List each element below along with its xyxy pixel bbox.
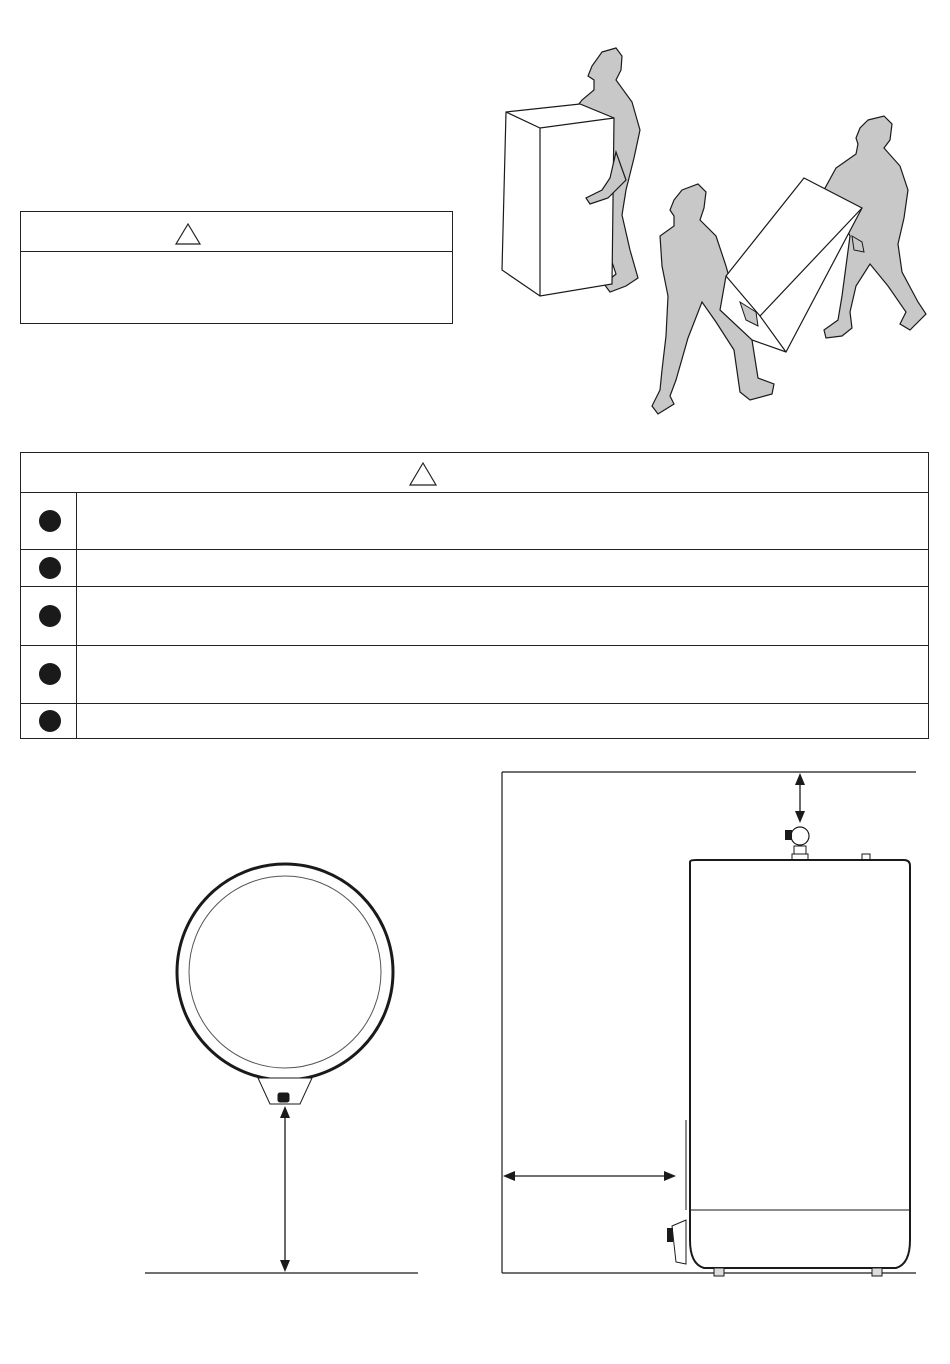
arrow-right-icon — [664, 1171, 676, 1181]
two-person-lifting-illustration — [490, 40, 940, 430]
caution-table-header — [21, 453, 928, 493]
arrow-up-icon — [795, 773, 805, 785]
bullet-icon — [39, 605, 61, 627]
caution-row — [21, 587, 928, 646]
heater-foot — [872, 1268, 882, 1276]
warning-triangle-icon — [408, 461, 438, 487]
valve-icon — [785, 827, 809, 860]
bullet-icon — [39, 710, 61, 732]
bullet-icon — [39, 557, 61, 579]
arrow-up-icon — [280, 1106, 290, 1118]
heater-outer-circle — [177, 864, 393, 1080]
heater-foot — [714, 1268, 724, 1276]
arrow-left-icon — [503, 1171, 515, 1181]
caution-row — [21, 550, 928, 587]
arrow-down-icon — [280, 1260, 290, 1272]
heater-side-clearance-diagram — [500, 770, 920, 1285]
bullet-icon — [39, 510, 61, 532]
arrow-down-icon — [795, 811, 805, 823]
mounting-hook-icon — [278, 1093, 289, 1102]
heater-body — [690, 860, 910, 1268]
caution-row — [21, 646, 928, 704]
caution-table — [20, 452, 929, 739]
heater-top-view-diagram — [140, 860, 430, 1280]
warning-box — [20, 211, 453, 324]
warning-triangle-icon — [174, 222, 202, 246]
bullet-icon — [39, 663, 61, 685]
drain-valve-icon — [672, 1220, 686, 1264]
warning-box-header — [21, 212, 452, 252]
caution-row — [21, 493, 928, 550]
caution-row — [21, 704, 928, 738]
